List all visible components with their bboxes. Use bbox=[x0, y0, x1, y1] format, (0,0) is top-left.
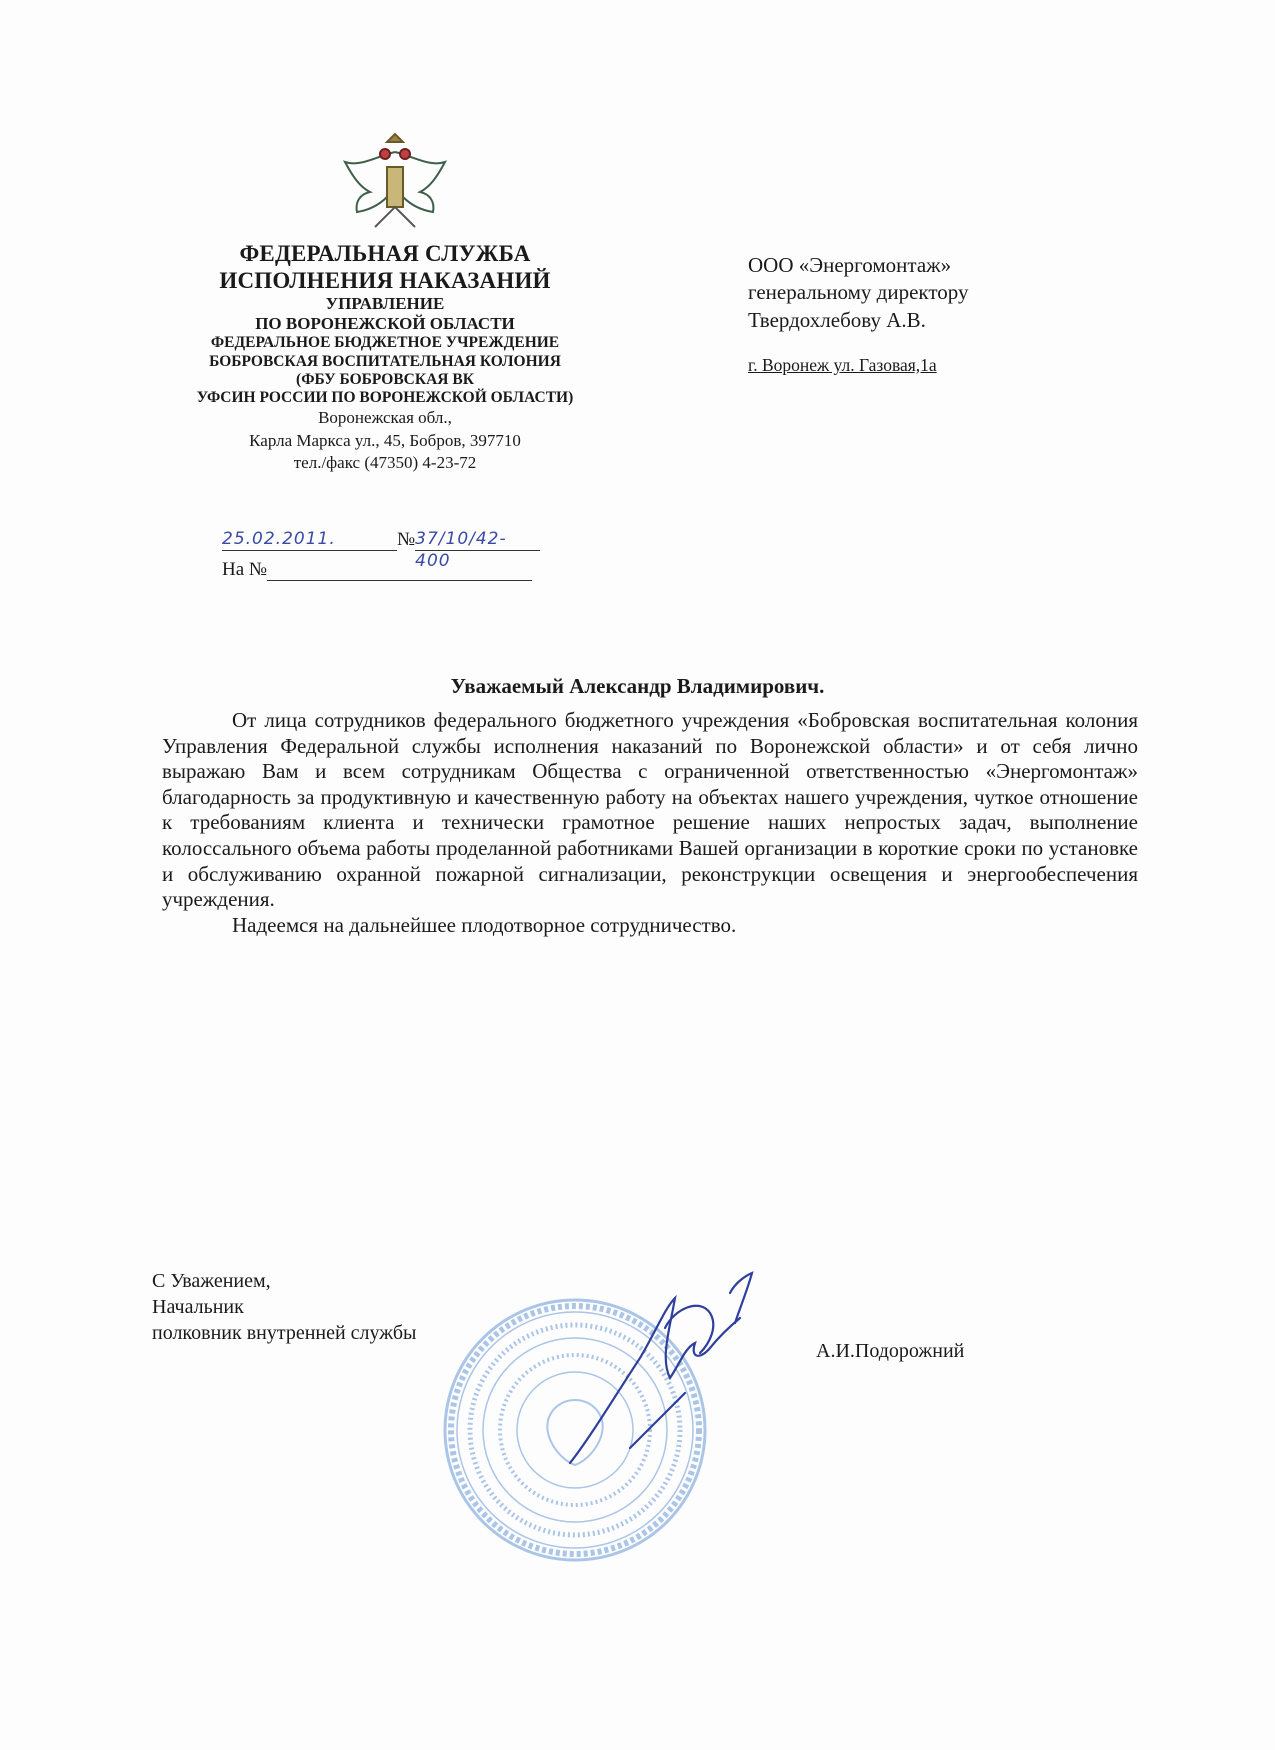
closing-line: С Уважением, bbox=[152, 1270, 271, 1292]
sender-organization bbox=[110, 240, 660, 474]
org-address-line: Карла Маркса ул., 45, Бобров, 397710 bbox=[249, 430, 521, 450]
org-line: ФЕДЕРАЛЬНАЯ СЛУЖБА bbox=[239, 241, 531, 266]
org-line: ФЕДЕРАЛЬНОЕ БЮДЖЕТНОЕ УЧРЕЖДЕНИЕ bbox=[210, 334, 560, 352]
signer-name: А.И.Подорожний bbox=[816, 1340, 965, 1362]
number-sign: № bbox=[397, 529, 416, 550]
recipient-position: генеральному директору bbox=[748, 280, 969, 305]
registration-date: 25.02.2011. bbox=[222, 529, 336, 549]
org-phone: тел./факс (47350) 4-23-72 bbox=[293, 452, 477, 472]
closing-block bbox=[152, 1268, 416, 1346]
reply-line bbox=[222, 558, 532, 581]
org-line: УФСИН РОССИИ ПО ВОРОНЕЖСКОЙ ОБЛАСТИ) bbox=[196, 389, 574, 407]
closing-line: полковник внутренней службы bbox=[152, 1322, 417, 1344]
body-paragraph: Надеемся на дальнейшее плодотворное сотрудничество. bbox=[232, 912, 737, 937]
org-line: БОБРОВСКАЯ ВОСПИТАТЕЛЬНАЯ КОЛОНИЯ bbox=[209, 352, 561, 370]
org-line: (ФБУ БОБРОВСКАЯ ВК bbox=[296, 370, 474, 388]
org-address-line: Воронежская обл., bbox=[318, 408, 452, 428]
registration-number: 37/10/42-400 bbox=[415, 529, 507, 571]
body-paragraph: От лица сотрудников федерального бюджетного учреждения «Бобровская воспитательная колония Управления Федеральной службы исполнения наказаний по Воронежской области» и от себя лично выражаю Вам и всем сотрудникам Общества с ограниченной ответственностью «Энергомонтаж» благодарность за продуктивную и качественную работу на объектах нашего учреждения, чуткое отношение к требованиям клиента и технически грамотное решение наших непростых задач, выполнение колоссального объема работы проделанной работниками Вашей организации в короткие сроки по установке и обслуживанию охранной пожарной сигнализации, реконструкции освещения и энергообеспечения учреждения. bbox=[162, 708, 1138, 912]
recipient-name: Твердохлебову А.В. bbox=[748, 307, 926, 332]
recipient-block bbox=[748, 252, 968, 377]
org-line: ПО ВОРОНЕЖСКОЙ ОБЛАСТИ bbox=[255, 314, 515, 334]
double-headed-eagle-emblem-icon bbox=[335, 132, 455, 242]
org-line: УПРАВЛЕНИЕ bbox=[325, 294, 445, 314]
org-line: ИСПОЛНЕНИЯ НАКАЗАНИЙ bbox=[219, 268, 551, 294]
handwritten-signature bbox=[560, 1268, 800, 1468]
salutation: Уважаемый Александр Владимирович. bbox=[450, 674, 825, 698]
recipient-company: ООО «Энергомонтаж» bbox=[748, 253, 952, 277]
closing-line: Начальник bbox=[152, 1296, 244, 1318]
recipient-address: г. Воронеж ул. Газовая,1а bbox=[748, 354, 937, 375]
letter-body bbox=[162, 708, 1138, 938]
reply-label: На № bbox=[222, 559, 268, 580]
